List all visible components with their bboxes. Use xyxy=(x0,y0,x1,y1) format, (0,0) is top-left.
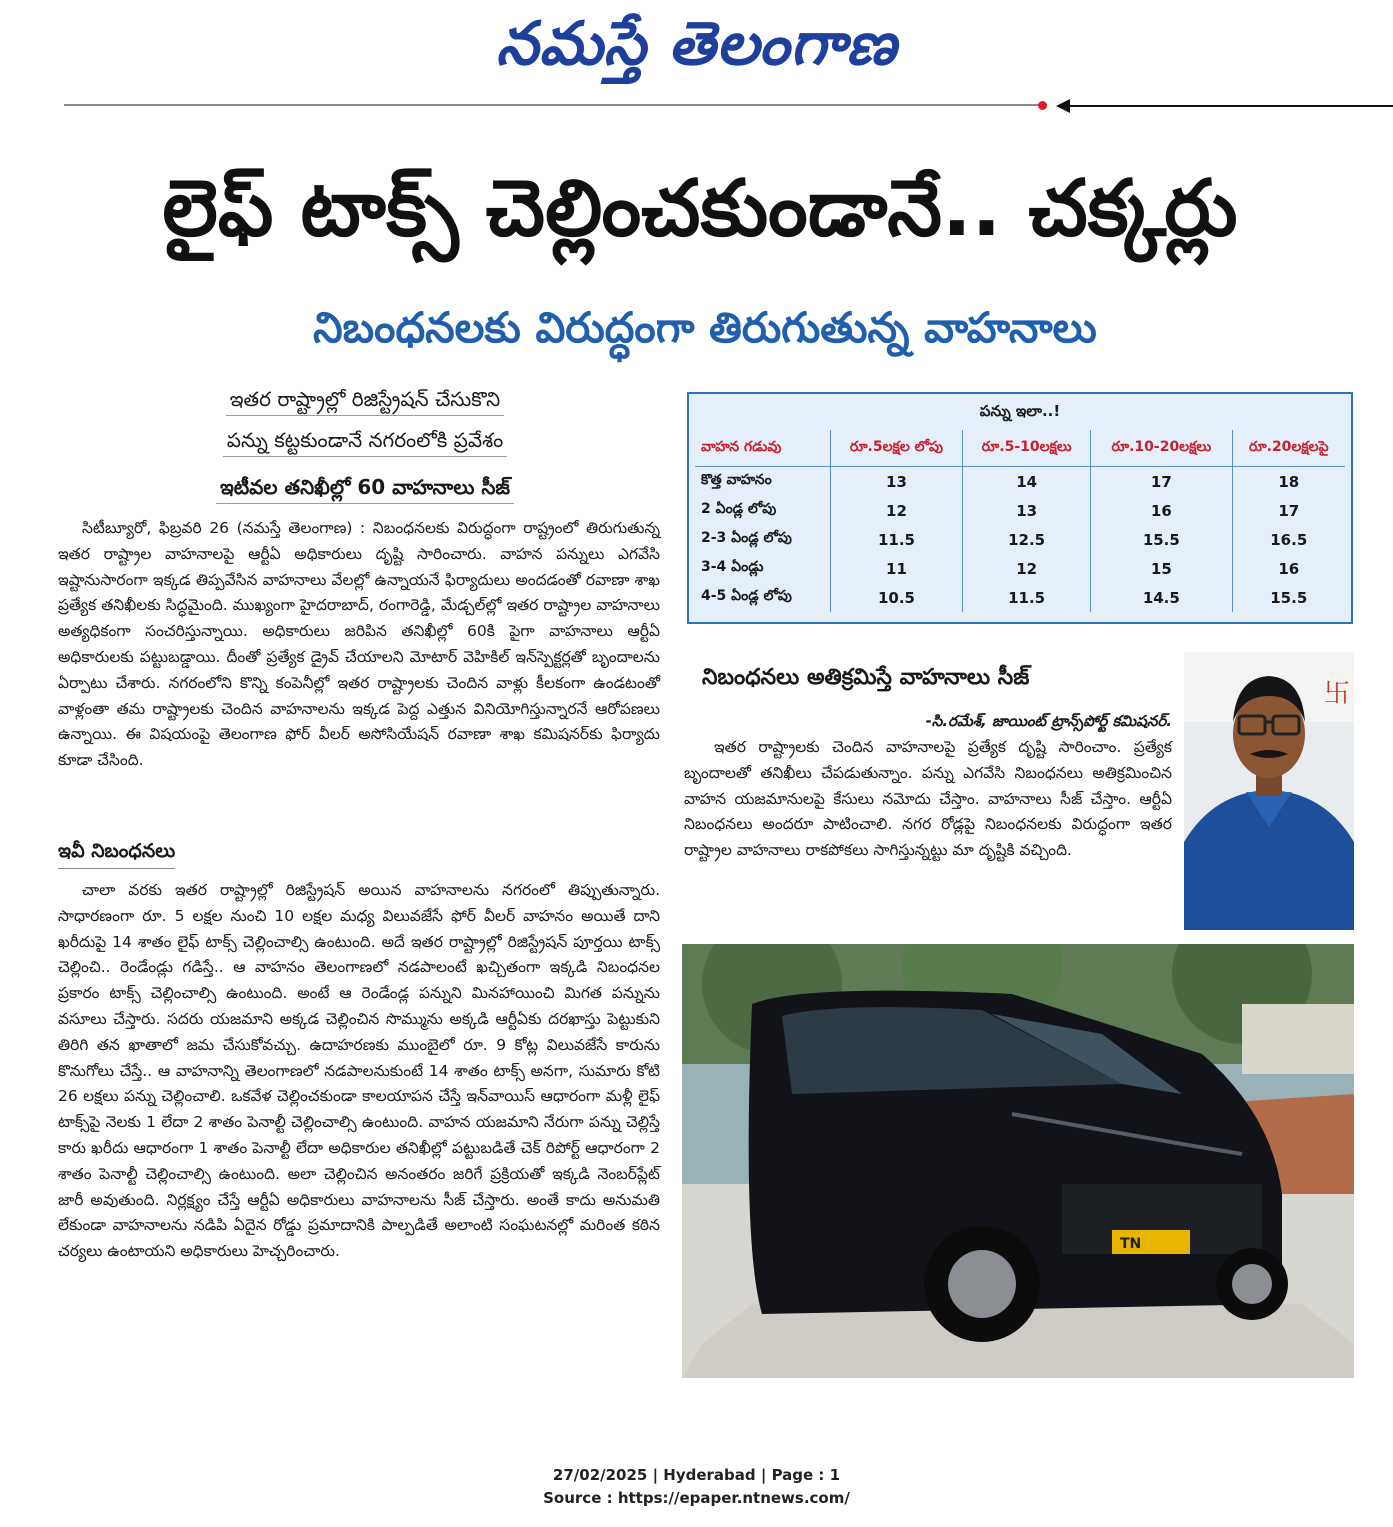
table-row xyxy=(695,467,1345,497)
person-portrait-image xyxy=(1184,652,1354,930)
quote-heading: నిబంధనలు అతిక్రమిస్తే వాహనాలు సీజ్ xyxy=(702,665,1030,690)
section-heading-rules: ఇవీ నిబంధనలు xyxy=(58,836,175,869)
table-cell: 3-4 ఏండ్లు xyxy=(701,559,764,575)
kicker-2: పన్ను కట్టకుండానే నగరంలోకి ప్రవేశం xyxy=(60,421,670,459)
table-cell: కొత్త వాహనం xyxy=(701,472,772,488)
table-row xyxy=(695,496,1345,525)
table-cell: 15 xyxy=(1091,554,1232,583)
footer-date-line: 27/02/2025 | Hyderabad | Page : 1 xyxy=(552,1466,841,1484)
kicker-1: ఇతర రాష్ట్రాల్లో రిజిస్ట్రేషన్ చేసుకొని xyxy=(60,380,670,418)
table-cell: 13 xyxy=(830,467,962,497)
article-headline: లైఫ్ టాక్స్ చెల్లించకుండానే.. చక్కర్లు xyxy=(162,164,1238,254)
tax-table-title: పన్ను ఇలా..! xyxy=(979,402,1061,420)
tax-table-header-row xyxy=(695,430,1345,467)
tax-table-box xyxy=(687,392,1353,624)
rules-paragraph: చాలా వరకు ఇతర రాష్ట్రాల్లో రిజిస్ట్రేషన్ అయిన వాహనాలను నగరంలో తిప్పుతున్నారు. సాధారణంగా రూ. 5 లక్షల నుంచి 10 లక్షల మధ్య విలువజేసే ఫోర్ వీలర్ వాహనం అయితే దాని ఖరీదుపై 14 శాతం లైఫ్ టాక్స్ చెల్లించాల్సి ఉంటుంది. అదే ఇతర రాష్ట్రాల్లో రిజిస్ట్రేషన్ పూర్తయి టాక్స్ చెల్లించి.. రెండేండ్లు గడిస్తే.. ఆ వాహనం తెలంగాణలో నడపాలంటే ఖచ్చితంగా ఇక్కడి నిబంధనల ప్రకారం టాక్స్ చెల్లించాల్సి ఉంటుంది. అంటే ఆ రెండేండ్ల పన్నుని మినహాయించి మిగత పన్నును వసూలు చేస్తారు. సదరు యజమాని అక్కడ చెల్లించిన సొమ్మును అక్కడి ఆర్టీఏకు దరఖాస్తు పెట్టుకుని తిరిగి తన ఖాతాలో జమ చేసుకోవచ్చు. ఉదాహరణకు ముంబైలో రూ. 9 కోట్ల విలువజేసే కారును కొనుగోలు చేస్తే.. ఆ వాహనాన్ని తెలంగాణలో నడపాలనుకుంటే 14 శాతం టాక్స్ అనగా, సుమారు కోటి 26 లక్షలు పన్ను చెల్లించాలి. ఒకవేళ చెల్లించకుండా కాలయాపన చేస్తే ఇన్‌వాయిస్ ఆధారంగా మళ్లీ లైఫ్ టాక్స్‌పై నెలకు 1 లేదా 2 శాతం పెనాల్టీ చెల్లించాల్సి ఉంటుంది. వాహన యజమాని నేరుగా పన్ను చెల్లిస్తే కారు ఖరీదు ఆధారంగా 1 శాతం పెనాల్టీ లేదా అధికారుల తనిఖీల్లో పట్టుబడితే చెక్ రిపోర్ట్ ఆధారంగా 2 శాతం పెనాల్టీ చెల్లించాల్సి ఉంటుంది. అలా చెల్లించిన అనంతరం జరిగే ప్రక్రియతో ఇక్కడి నెంబర్‌ప్లేట్ జారీ అవుతుంది. నిర్లక్ష్యం చేస్తే ఆర్టీఏ అధికారులు వాహనాలను సీజ్ చేస్తారు. అంతే కాదు అనుమతి లేకుండా వాహనాలను నడిపి ఏదైన రోడ్డు ప్రమాదానికి పాల్పడితే అలాంటి సంఘటనల్లో మరింత కఠిన చర్యలు ఉంటాయని అధికారులు హెచ్చరించారు. xyxy=(58,881,660,1261)
car-photo xyxy=(682,944,1354,1378)
table-cell: 12 xyxy=(963,554,1091,583)
table-cell: 15.5 xyxy=(1232,583,1345,612)
table-cell: 12 xyxy=(830,496,962,525)
masthead-rule xyxy=(64,104,1039,106)
table-cell: 10.5 xyxy=(830,583,962,612)
table-cell: 14 xyxy=(963,467,1091,497)
masthead-title: నమస్తే తెలంగాణ xyxy=(495,9,898,79)
quote-attribution: -సి.రమేశ్, జాయింట్ ట్రాన్స్‌పోర్ట్ కమిషనర్. xyxy=(925,712,1172,730)
black-suv-image xyxy=(682,944,1354,1378)
arrow-line xyxy=(1066,105,1393,107)
table-cell: 11.5 xyxy=(963,583,1091,612)
table-cell: 16 xyxy=(1232,554,1345,583)
quote-paragraph: ఇతర రాష్ట్రాలకు చెందిన వాహనాలపై ప్రత్యేక దృష్టి సారించాం. ప్రత్యేక బృందాలతో తనిఖీలు చేపడుతున్నాం. పన్ను ఎగవేసి నిబంధనలు అతిక్రమించిన వాహన యజమానులపై కేసులు నమోదు చేస్తాం. వాహనాలు సీజ్ చేస్తాం. ఆర్టీఏ నిబంధనలు అందరూ పాటించాలి. నగర రోడ్లపై నిబంధనలకు విరుద్ధంగా ఇతర రాష్ట్రాల వాహనాలు రాకపోకలు సాగిస్తున్నట్టు మా దృష్టికి వచ్చింది. xyxy=(684,738,1172,860)
table-cell: 11.5 xyxy=(830,525,962,554)
table-row xyxy=(695,525,1345,554)
table-cell: 15.5 xyxy=(1091,525,1232,554)
article-body-rules xyxy=(58,878,660,1265)
article-subheadline: నిబంధనలకు విరుద్ధంగా తిరుగుతున్న వాహనాలు xyxy=(313,303,1097,352)
table-cell: 16.5 xyxy=(1232,525,1345,554)
tax-header-period: వాహన గడువు xyxy=(695,430,830,467)
tax-header-below-5l: రూ.5లక్షల లోపు xyxy=(830,430,962,467)
intro-paragraph: సిటీబ్యూరో, ఫిబ్రవరి 26 (నమస్తే తెలంగాణ) : నిబంధనలకు విరుద్ధంగా రాష్ట్రంలో తిరుగుతున్న ఇతర రాష్ట్రాల వాహనాలపై ఆర్టీఏ అధికారులు దృష్టి సారించారు. వాహన పన్నులు ఎగవేసి ఇష్టానుసారంగా ఇక్కడ తిప్పవేసిన వాహనాలు వేలల్లో ఉన్నాయనే ఫిర్యాదులు అందడంతో రవాణా శాఖ ప్రత్యేక తనిఖీలకు సిద్ధమైంది. ముఖ్యంగా హైదరాబాద్, రంగారెడ్డి, మేడ్చల్‌ల్లో ఇతర రాష్ట్రాల వాహనాలు అత్యధికంగా సంచరిస్తున్నాయి. అధికారులు జరిపిన తనిఖీల్లో 60కి పైగా వాహనాలు ఆర్టీఏ అధికారులకు పట్టుబడ్డాయి. దీంతో ప్రత్యేక డ్రైవ్ చేయాలని మోటార్ వెహికిల్ ఇన్‌స్పెక్టర్లతో బృందాలను ఏర్పాటు చేశారు. నగరంలోని కొన్ని కంపెనీల్లో ఇతర రాష్ట్రాలకు చెందిన వాళ్లు కీలకంగా ఉండటంతో వాళ్లంతా తమ రాష్ట్రాలకు చెందిన వాహనాలను ఇక్కడ పెద్ద ఎత్తున వినియోగిస్తున్నారనే ఆరోపణలు ఉన్నాయి. ఈ విషయంపై తెలంగాణ ఫోర్ వీలర్ అసోసియేషన్ రవాణా శాఖ కమిషనర్‌కు ఫిర్యాదు కూడా చేసింది. xyxy=(58,519,660,770)
kicker-3: ఇటీవల తనిఖీల్లో 60 వాహనాలు సీజ్ xyxy=(60,468,670,506)
table-cell: 2-3 ఏండ్ల లోపు xyxy=(701,530,792,546)
table-cell: 13 xyxy=(963,496,1091,525)
table-cell: 14.5 xyxy=(1091,583,1232,612)
rule-dot xyxy=(1038,101,1047,110)
table-cell: 17 xyxy=(1091,467,1232,497)
table-cell: 16 xyxy=(1091,496,1232,525)
table-cell: 4-5 ఏండ్ల లోపు xyxy=(701,588,792,604)
tax-table xyxy=(695,430,1345,612)
table-row xyxy=(695,554,1345,583)
table-cell: 17 xyxy=(1232,496,1345,525)
table-cell: 11 xyxy=(830,554,962,583)
article-body-intro xyxy=(58,516,660,774)
tax-header-5-10l: రూ.5-10లక్షలు xyxy=(963,430,1091,467)
tax-header-10-20l: రూ.10-20లక్షలు xyxy=(1091,430,1232,467)
table-cell: 12.5 xyxy=(963,525,1091,554)
svg-text:卐: 卐 xyxy=(1324,679,1351,709)
tax-header-above-20l: రూ.20లక్షలపై xyxy=(1232,430,1345,467)
quote-text xyxy=(684,735,1172,864)
table-cell: 2 ఏండ్ల లోపు xyxy=(701,501,777,517)
table-cell: 18 xyxy=(1232,467,1345,497)
plate-text: TN xyxy=(1120,1236,1142,1252)
footer-source-line: Source : https://epaper.ntnews.com/ xyxy=(543,1489,850,1507)
commissioner-photo xyxy=(1184,652,1354,930)
table-row xyxy=(695,583,1345,612)
